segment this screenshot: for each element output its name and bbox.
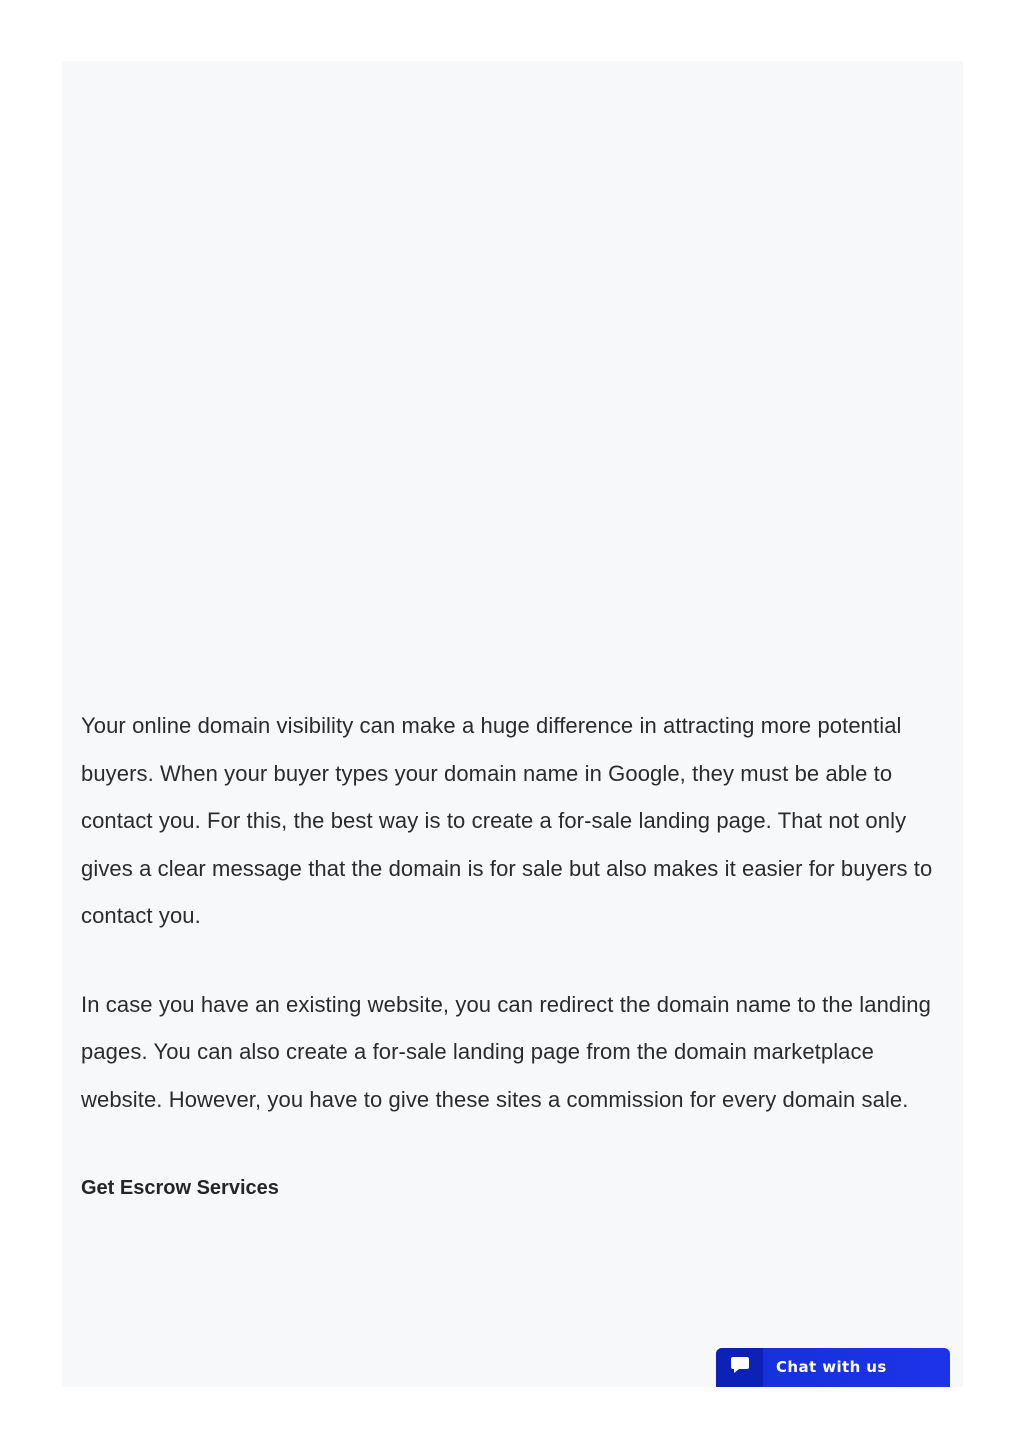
chat-label[interactable]: Chat with us (776, 1357, 887, 1376)
chat-bubble-icon (729, 1354, 751, 1381)
chat-with-us-button[interactable] (716, 1348, 950, 1387)
section-heading: Get Escrow Services (81, 1177, 279, 1199)
content-panel (62, 61, 963, 1387)
chat-icon-container[interactable] (716, 1348, 763, 1387)
article-paragraph: In case you have an existing website, you can redirect the domain name to the landing pages. You can also create a for-sale landing page from the domain marketplace website. However, you have to give these sites a commission for every domain sale. (81, 991, 931, 1112)
article-paragraph: Your online domain visibility can make a huge difference in attracting more potential buyers. When your buyer types your domain name in Google, they must be able to contact you. For this, the best way is to create a for-sale landing page. That not only gives a clear message that the domain is for sale but also makes it easier for buyers to contact you. (81, 713, 933, 928)
article-body (81, 702, 951, 1203)
